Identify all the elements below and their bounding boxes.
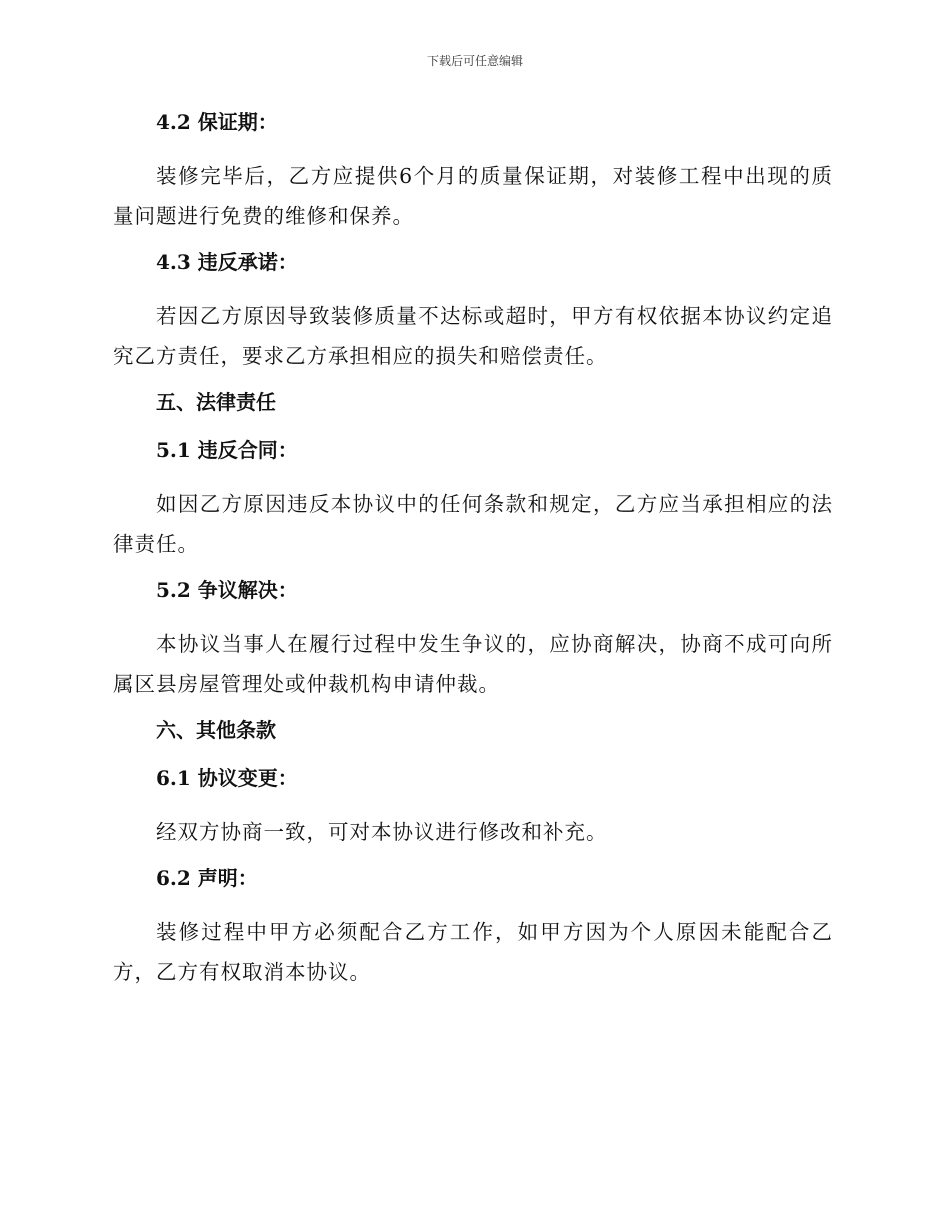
paragraph-breach-contract: 如因乙方原因违反本协议中的任何条款和规定，乙方应当承担相应的法律责任。 xyxy=(113,492,833,556)
section-heading-6-1: 6.1 协议变更： xyxy=(156,766,298,790)
paragraph-agreement-change: 经双方协商一致，可对本协议进行修改和补充。 xyxy=(156,820,608,844)
paragraph-warranty: 装修完毕后，乙方应提供6个月的质量保证期，对装修工程中出现的质量问题进行免费的维修和保养。 xyxy=(113,164,833,228)
section-heading-4-2: 4.2 保证期： xyxy=(156,110,278,134)
paragraph-breach-commitment: 若因乙方原因导致装修质量不达标或超时，甲方有权依据本协议约定追究乙方责任，要求乙方承担相应的损失和赔偿责任。 xyxy=(113,304,833,368)
section-heading-5-1: 5.1 违反合同： xyxy=(156,438,298,462)
document-body xyxy=(113,108,833,1004)
paragraph-dispute-resolution: 本协议当事人在履行过程中发生争议的，应协商解决，协商不成可向所属区县房屋管理处或仲裁机构申请仲裁。 xyxy=(113,632,833,696)
section-heading-6-2: 6.2 声明： xyxy=(156,866,258,890)
chapter-heading-other-terms: 六、其他条款 xyxy=(156,718,276,742)
section-heading-4-3: 4.3 违反承诺： xyxy=(156,250,298,274)
section-heading-5-2: 5.2 争议解决： xyxy=(156,578,298,602)
page-header-note: 下载后可任意编辑 xyxy=(426,54,523,68)
paragraph-statement: 装修过程中甲方必须配合乙方工作，如甲方因为个人原因未能配合乙方，乙方有权取消本协议。 xyxy=(113,920,833,984)
chapter-heading-legal-liability: 五、法律责任 xyxy=(156,390,276,414)
